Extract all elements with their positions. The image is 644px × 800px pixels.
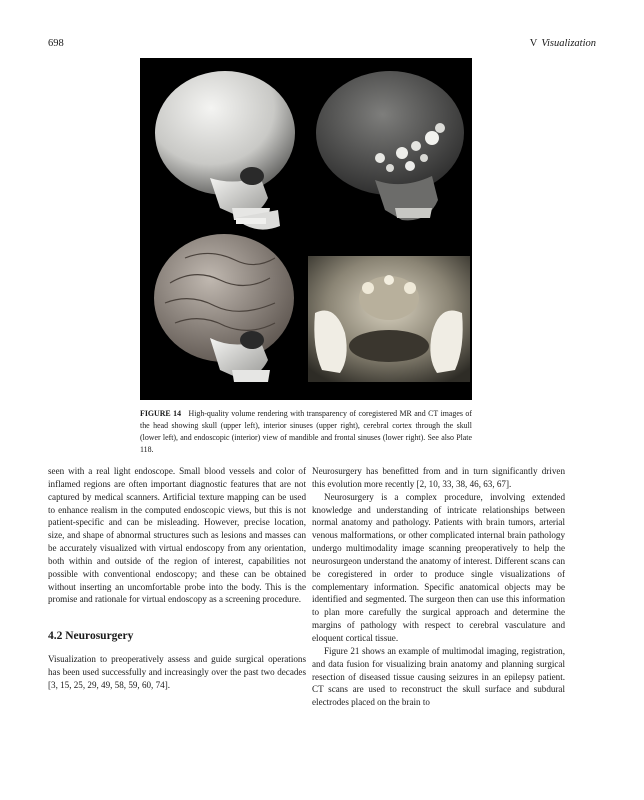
section-name: Visualization (541, 38, 596, 49)
paragraph: Figure 21 shows an example of multimodal imaging, registration, and data fusion for visualizing brain anatomy and planning surgical resection of diseased tissue causing seizures in an epilepsy patient. CT scans are used to reconstruct the skull surface and subdural electrodes placed on the brain to (312, 645, 565, 708)
section-heading: 4.2 Neurosurgery (48, 630, 134, 643)
figure-image (140, 58, 472, 400)
figure-caption-text: High-quality volume rendering with transparency of coregistered MR and CT images of the head showing skull (upper left), interior sinuses (upper right), cerebral cortex through the skull (lower left), and endoscopic (interior) view of mandible and frontal sinuses (lower right). See also Plate 118. (140, 409, 472, 454)
paragraph: seen with a real light endoscope. Small blood vessels and color of inflamed regions are often important diagnostic features that are not captured by medical scanners. Artificial texture mapping can be used to enhance realism in the computed endoscopic views, but this is not patient-specific and can be misleading. However, precise location, size, and shape of abnormal structures such as lesions and masses can be accurately visualized with virtual endoscopy from any orientation, both within and outside of the region of interest, capabilities not possible with conventional endoscopy; and these can be obtained without inserting an uncomfortable probe into the body. This is the promise and rationale for virtual endoscopy as a screening procedure. (48, 466, 306, 605)
volume-number: V (529, 38, 538, 49)
figure-label: FIGURE 14 (140, 409, 182, 418)
running-head (530, 38, 596, 49)
panel-skull-upper-left (155, 71, 295, 230)
panel-cortex-lower-left (154, 234, 294, 382)
page-number: 698 (48, 38, 64, 49)
paragraph: Neurosurgery is a complex procedure, involving extended knowledge and understanding of intricate relationships between normal anatomy and pathology. Patients with brain tumors, arterial venous malformations, or other complicated internal brain pathology undergo multimodality image scanning preoperatively to help the neurosurgeon understand the anatomy of interest. Different scans can be coregistered in order to produce single visualizations of complementary information. Specific anatomical objects may be identified and segmented. The surgeon then can use this information to plan more carefully the surgical approach and determine the margins of pathology with respect to cerebral vasculature and eloquent cortical tissue. (312, 491, 565, 643)
right-column (312, 465, 565, 709)
panel-sinuses-upper-right (316, 71, 464, 220)
paragraph: Visualization to preoperatively assess and guide surgical operations has been used successfully and increasingly over the past two decades [3, 15, 25, 29, 49, 58, 59, 60, 74]. (48, 654, 306, 690)
left-column (48, 465, 306, 692)
paragraph: Neurosurgery has benefitted from and in turn significantly driven this evolution more recently [2, 10, 33, 38, 46, 63, 67]. (312, 466, 565, 489)
panel-endoscopic-lower-right (308, 256, 470, 382)
figure-caption (140, 408, 472, 456)
